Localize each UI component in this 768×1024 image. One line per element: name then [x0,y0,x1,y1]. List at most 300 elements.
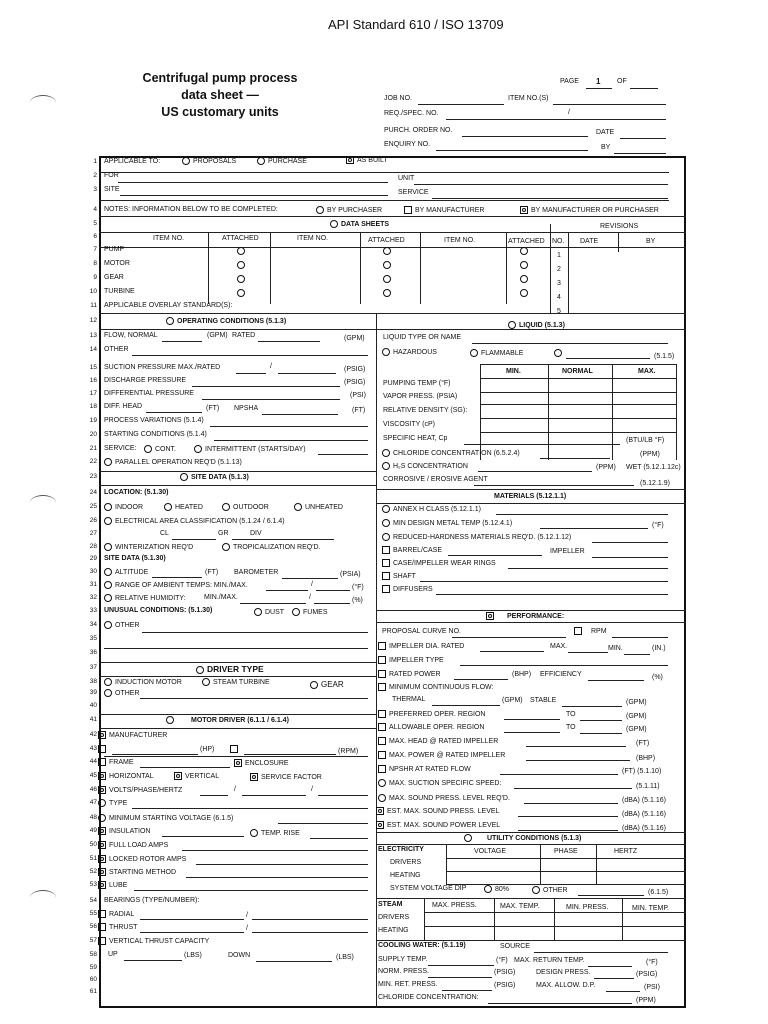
checked-box-icon [376,821,384,829]
max-sound-radio[interactable] [378,794,510,802]
npshr-checkbox[interactable] [378,765,471,773]
parallel-operation-radio[interactable] [104,458,242,466]
radio-icon [316,206,324,214]
attached-radio[interactable] [383,289,391,297]
bearings-label: BEARINGS (TYPE/NUMBER): [104,897,200,904]
label: BY MANUFACTURER OR PURCHASER [531,206,659,214]
max-head-checkbox[interactable] [378,737,498,745]
rpm-checkbox[interactable] [574,627,607,635]
label: MAX. [550,643,568,650]
by-manufacturer-checkbox[interactable] [404,206,485,214]
checked-box-icon [376,807,384,815]
norm-press[interactable]: NORM. PRESS. [378,968,429,975]
col-item-no: ITEM NO. [153,235,185,242]
indoor-radio[interactable] [104,503,143,511]
drivers-label: DRIVERS [390,859,422,866]
label: MAX. SUCTION SPECIFIC SPEED: [389,779,502,787]
label: LIQUID (5.1.3) [519,321,565,329]
h2s-radio[interactable] [382,462,468,470]
case-wear-checkbox[interactable] [382,559,496,567]
heating-label: HEATING [390,872,421,879]
unit-label: (GPM) [626,713,647,720]
unit-label: (LBS) [336,954,354,961]
line-number: 61 [89,988,97,995]
overlay-standards: APPLICABLE OVERLAY STANDARD(S): [104,302,233,309]
viscosity: VISCOSITY (cP) [383,421,435,428]
notes-label: NOTES: INFORMATION BELOW TO BE COMPLETED: [104,206,278,213]
attached-radio[interactable] [383,261,391,269]
lube-checkbox[interactable] [98,881,127,889]
line-number: 34 [89,621,97,628]
reduced-hardness-radio[interactable] [382,533,571,541]
label: FLAMMABLE [481,349,524,357]
label: FLOW, NORMAL [104,332,158,339]
of-label: OF [617,78,627,85]
fumes-radio[interactable] [292,608,328,616]
radio-icon [202,678,210,686]
enclosure-checkbox[interactable] [234,759,289,767]
label: FULL LOAD AMPS [109,841,169,849]
enquiry-label: ENQUIRY NO. [384,141,431,148]
col-rev-by: BY [646,238,656,245]
other-conditions-radio[interactable] [104,621,140,629]
unit-label: (FT) [206,405,220,412]
radio-icon [98,799,106,807]
row-applicable-to [104,158,160,165]
checkbox-icon [378,723,386,731]
col-rev-date: DATE [580,238,599,245]
line-number: 6 [93,233,97,240]
chloride-radio[interactable] [382,449,520,457]
label: FRAME [109,758,134,766]
radio-icon [382,462,390,470]
checkbox-icon [404,206,412,214]
label: STARTING METHOD [109,868,177,876]
unit-label: (GPM) [502,697,523,704]
col-item-no: ITEM NO. [444,237,476,244]
label: MINIMUM CONTINUOUS FLOW: [389,683,494,691]
label: DOWN [228,952,251,959]
allowable-region-checkbox[interactable] [378,723,484,731]
label: RANGE OF AMBIENT TEMPS: MIN./MAX. [115,581,248,589]
proposals-radio[interactable] [182,157,236,165]
checkbox-icon [574,627,582,635]
line-number: 48 [89,814,97,821]
outdoor-radio[interactable] [222,503,269,511]
unit-label: (HP) [200,746,215,753]
line-number: 28 [89,543,97,550]
radio-icon [382,533,390,541]
by-man-or-purch-checkbox[interactable] [520,206,659,214]
page-value[interactable]: 1 [596,77,601,86]
gear-radio[interactable] [310,680,344,689]
checked-box-icon [98,786,106,794]
checked-box-icon [174,772,182,780]
cont-radio[interactable] [144,445,176,453]
line-number: 54 [89,897,97,904]
steam-turbine-radio[interactable] [202,678,270,686]
thrust-checkbox[interactable] [98,923,137,931]
checked-box-icon [234,759,242,767]
col-rev-no: NO. [552,238,565,245]
attached-radio[interactable] [383,247,391,255]
radio-icon [484,885,492,893]
min-design-metal-radio[interactable] [382,519,512,527]
unit-label: (GPM) [626,726,647,733]
label: INTERMITTENT (STARTS/DAY) [205,445,306,453]
ambient-range-radio[interactable] [104,581,248,589]
line-number: 31 [89,581,97,588]
flow-normal[interactable] [104,332,158,339]
label: SHAFT [393,572,416,580]
line-number: 50 [89,841,97,848]
checkbox-icon [382,572,390,580]
label: THERMAL [392,696,426,703]
other-field[interactable]: OTHER [104,346,129,353]
unit-label: (dBA) (5.1.16) [622,797,666,804]
preferred-region-checkbox[interactable] [378,710,485,718]
unit-label: (°F) [652,522,664,529]
intermittent-radio[interactable] [194,445,306,453]
operating-conditions-heading [166,317,286,325]
line-number: 19 [89,417,97,424]
attached-radio[interactable] [237,289,245,297]
rpm-checkbox[interactable] [230,745,241,753]
min-starting-voltage-radio[interactable] [98,814,233,822]
unit-label: (GPM) [344,335,365,342]
label: DIV [250,530,262,537]
radio-icon [104,543,112,551]
driver-type-heading [196,664,264,674]
liquid-type[interactable]: LIQUID TYPE OR NAME [383,334,462,341]
unit-label: (GPM) [626,699,647,706]
differential-pressure[interactable]: DIFFERENTIAL PRESSURE [104,390,194,397]
radio-icon [257,157,265,165]
electrical-area-radio[interactable] [104,517,285,525]
as-built-checkbox[interactable] [346,156,388,164]
for-field[interactable] [104,172,119,179]
process-variations[interactable]: PROCESS VARIATIONS (5.1.4) [104,417,204,424]
radio-icon [104,568,112,576]
binder-hole [30,95,56,110]
label: MANUFACTURER [109,731,168,739]
annex-h-radio[interactable] [382,505,481,513]
unit-label: (dBA) (5.1.16) [622,825,666,832]
diffusers-checkbox[interactable] [382,585,433,593]
label: HAZARDOUS [393,348,437,356]
line-number: 26 [89,517,97,524]
unit-label: (FT) [205,569,219,576]
label: FOR [104,172,119,179]
radio-icon [166,716,174,724]
checkbox-icon [98,910,106,918]
col-max-press: MAX. PRESS. [432,902,477,909]
unit-label: (%) [352,597,363,604]
attached-radio[interactable] [520,275,528,283]
checkbox-icon [382,559,390,567]
label: FUMES [303,608,328,616]
unit-label: (LBS) [184,952,202,959]
radio-icon [470,349,478,357]
radio-icon [292,608,300,616]
radio-icon [250,829,258,837]
purchase-radio[interactable] [257,157,307,165]
rev-no: 5 [557,308,561,315]
unheated-radio[interactable] [294,503,343,511]
title-line: Centrifugal pump process [142,71,298,85]
label: SERVICE FACTOR [261,773,322,781]
line-number: 47 [89,799,97,806]
label: RATED POWER [389,670,441,678]
title-line: data sheet — [181,88,259,102]
cooling-water-label: COOLING WATER: (5.1.19) [378,942,466,949]
label: UNHEATED [305,503,343,511]
ref-label: (5.1.5) [654,353,675,360]
label: MAX. POWER @ RATED IMPELLER [389,751,506,759]
unit-label: (FT) [636,740,650,747]
checkbox-icon [378,656,386,664]
other-liquid-radio[interactable] [554,349,565,357]
rated-power-checkbox[interactable] [378,670,441,678]
line-number: 40 [89,702,97,709]
manufacturer-checkbox[interactable] [98,731,167,739]
min-continuous-flow-checkbox[interactable] [378,683,493,691]
supply-temp[interactable]: SUPPLY TEMP. [378,956,428,963]
label: OPERATING CONDITIONS (5.1.3) [177,317,287,325]
hazardous-radio[interactable] [382,348,437,356]
line-number: 22 [89,458,97,465]
relative-density: RELATIVE DENSITY (SG): [383,407,468,414]
unit-label: (PSIG) [636,971,658,978]
suction-pressure[interactable]: SUCTION PRESSURE MAX./RATED [104,364,221,371]
label: DRIVER TYPE [207,664,264,674]
label: PERFORMANCE: [507,612,565,620]
checked-box-icon [98,731,106,739]
hp-checkbox[interactable] [98,745,109,753]
label: H₂S CONCENTRATION [393,462,468,470]
est-sound-press-checkbox[interactable] [376,807,499,815]
proposal-curve[interactable]: PROPOSAL CURVE NO. [382,628,461,635]
attached-radio[interactable] [383,275,391,283]
ref-label: (5.1.11) [636,783,660,790]
label: OUTDOOR [233,503,269,511]
full-load-amps-checkbox[interactable] [98,841,168,849]
diff-head[interactable] [104,403,142,410]
binder-hole [30,495,56,510]
unit-field[interactable] [398,175,414,182]
attached-radio[interactable] [520,261,528,269]
line-number: 42 [89,731,97,738]
label: SITE DATA (5.1.3) [191,473,249,481]
altitude-radio[interactable] [104,568,148,576]
col-normal: NORMAL [562,368,593,375]
checkbox-icon [378,765,386,773]
humidity-radio[interactable] [104,594,186,602]
checkbox-icon [378,683,386,691]
label: GEAR [321,680,344,689]
checkbox-icon [382,585,390,593]
utility-heading [464,834,581,842]
other-driver-radio[interactable] [104,689,140,697]
line-number: 60 [89,976,97,983]
temp-rise-radio[interactable] [250,829,300,837]
label: BY PURCHASER [327,206,383,214]
pump-row: PUMP [104,246,125,253]
unit-label: (°F) [352,584,364,591]
line-number: 55 [89,910,97,917]
line-number: 9 [93,274,97,281]
corrosive-agent[interactable]: CORROSIVE / EROSIVE AGENT [383,476,488,483]
locked-rotor-checkbox[interactable] [98,855,186,863]
vertical-thrust-checkbox[interactable] [98,937,209,945]
chloride-concentration[interactable]: CHLORIDE CONCENTRATION: [378,994,479,1001]
line-number: 16 [89,377,97,384]
col-attached: ATTACHED [368,237,405,244]
radio-icon [98,814,106,822]
rev-no: 3 [557,280,561,287]
label: VOLTS/PHASE/HERTZ [109,786,183,794]
attached-radio[interactable] [237,275,245,283]
unit-label: (PSIG) [494,969,516,976]
other-dip-radio[interactable] [532,886,568,894]
unit-label: (IN.) [652,645,666,652]
label: WINTERIZATION REQ'D [115,543,194,551]
service-factor-checkbox[interactable] [250,773,322,781]
by-purchaser-radio[interactable] [316,206,382,214]
title-line: US customary units [161,105,279,119]
winterization-radio[interactable] [104,543,193,551]
line-number: 32 [89,594,97,601]
type-radio[interactable] [98,799,127,807]
unit-label: (PSIA) [340,571,361,578]
location-heading: LOCATION: (5.1.30) [104,489,169,496]
label: ALTITUDE [115,568,149,576]
checked-box-icon [98,827,106,835]
col-hertz: HERTZ [614,848,638,855]
col-min: MIN. [506,368,521,375]
line-number: 15 [89,364,97,371]
label: MAX. HEAD @ RATED IMPELLER [389,737,499,745]
max-power-checkbox[interactable] [378,751,505,759]
label: ANNEX H CLASS (5.12.1.1) [393,505,481,513]
checkbox-icon [378,670,386,678]
item-no-label: ITEM NO.(S) [508,95,549,102]
label: NPSHA [234,405,259,412]
label: MOTOR DRIVER (6.1.1 / 6.1.4) [191,716,289,724]
label: IMPELLER TYPE [389,656,444,664]
radio-icon [532,886,540,894]
sheet-title [120,70,320,121]
starting-conditions[interactable]: STARTING CONDITIONS (5.1.4) [104,431,207,438]
80pct-radio[interactable] [484,885,509,893]
est-sound-power-checkbox[interactable] [376,821,500,829]
service-field[interactable] [398,189,429,196]
max-suction-radio[interactable] [378,779,501,787]
label: PREFERRED OPER. REGION [389,710,486,718]
site-field[interactable] [104,186,120,193]
starting-method-checkbox[interactable] [98,868,176,876]
heated-radio[interactable] [164,503,203,511]
insulation-checkbox[interactable] [98,827,151,835]
label: RELATIVE HUMIDITY: [115,594,186,602]
attached-radio[interactable] [237,261,245,269]
req-spec-label: REQ./SPEC. NO. [384,110,439,117]
horizontal-checkbox[interactable] [98,772,154,780]
radio-icon [382,348,390,356]
label: INSULATION [109,827,151,835]
gear-row: GEAR [104,274,124,281]
label: MATERIALS (5.12.1.1) [494,493,567,500]
revisions-heading: REVISIONS [600,223,639,230]
unit-label: (GPM) [207,332,228,339]
frame-checkbox[interactable] [98,758,134,766]
label: REDUCED-HARDNESS MATERIALS REQ'D. (5.12.1.12) [393,533,572,541]
radio-icon [164,503,172,511]
dust-radio[interactable] [254,608,284,616]
vertical-checkbox[interactable] [174,772,219,780]
shaft-checkbox[interactable] [382,572,416,580]
pumping-temp: PUMPING TEMP (°F) [383,380,451,387]
impeller-type-checkbox[interactable] [378,656,444,664]
checkbox-icon [98,937,106,945]
radio-icon [196,666,204,674]
radio-icon [508,321,516,329]
flammable-radio[interactable] [470,349,523,357]
line-number: 14 [89,346,97,353]
rev-no: 1 [557,252,561,259]
tropicalization-radio[interactable] [222,543,321,551]
line-number: 29 [89,555,97,562]
barrel-case-checkbox[interactable] [382,546,442,554]
radio-icon [378,794,386,802]
checkbox-icon [378,710,386,718]
radio-icon [382,519,390,527]
line-number: 56 [89,923,97,930]
min-ret-press[interactable]: MIN. RET. PRESS. [378,981,438,988]
induction-motor-radio[interactable] [104,678,182,686]
label: CL [160,530,169,537]
checked-box-icon [98,841,106,849]
label: MIN DESIGN METAL TEMP (5.12.4.1) [393,519,513,527]
label: MIN./MAX. [204,594,238,601]
checked-box-icon [520,206,528,214]
label: GR [218,530,229,537]
ref-label: (5.12.1.9) [640,480,670,487]
line-number: 27 [89,530,97,537]
discharge-pressure[interactable]: DISCHARGE PRESSURE [104,377,187,384]
unit-label: (%) [652,674,663,681]
checkbox-icon [382,546,390,554]
attached-radio[interactable] [237,247,245,255]
radio-icon [104,503,112,511]
label: MIN. [608,645,623,652]
line-number: 2 [93,172,97,179]
materials-heading [494,493,566,500]
unit-label: (PSIG) [344,366,366,373]
radial-checkbox[interactable] [98,910,134,918]
volts-checkbox[interactable] [98,786,182,794]
impeller-dia-checkbox[interactable] [378,642,464,650]
attached-radio[interactable] [520,247,528,255]
label: HORIZONTAL [109,772,154,780]
attached-radio[interactable] [520,289,528,297]
line-number: 36 [89,649,97,656]
specific-heat[interactable]: SPECIFIC HEAT, Cp [383,435,448,442]
label: MAX. RETURN TEMP. [514,957,585,964]
line-number: 41 [89,716,97,723]
radio-icon [104,458,112,466]
line-number: 3 [93,186,97,193]
